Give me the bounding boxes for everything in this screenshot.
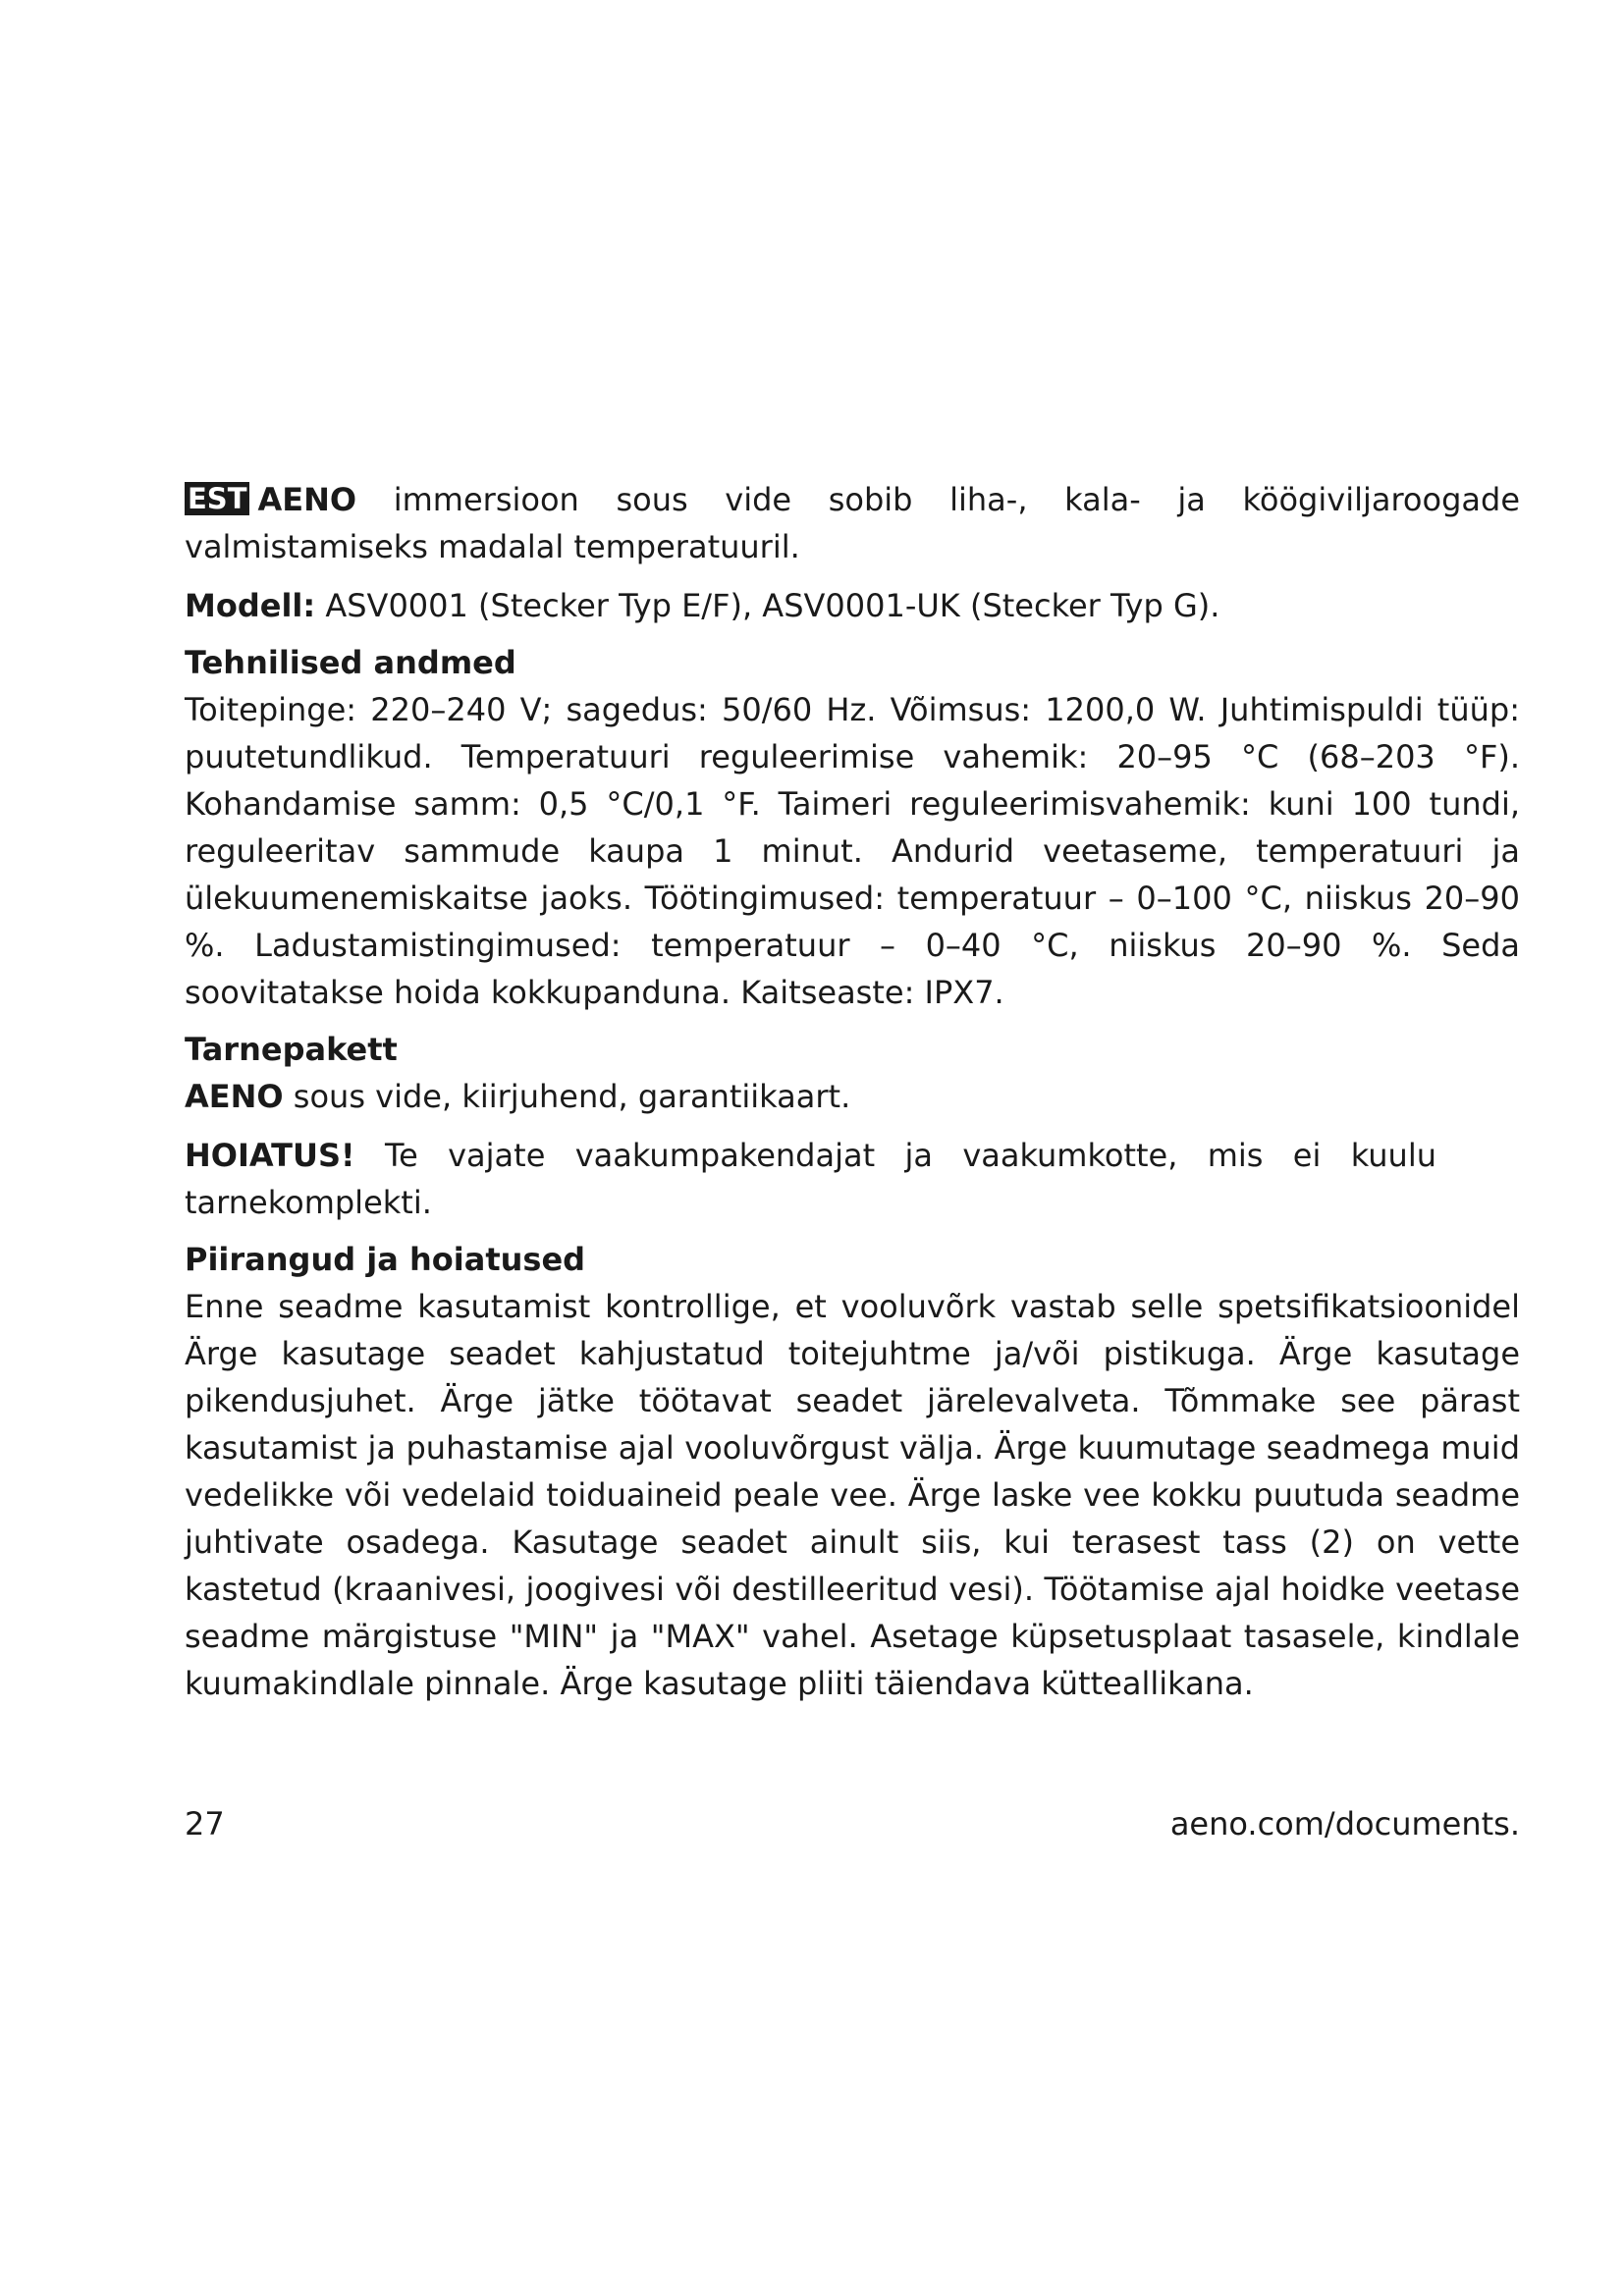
page-number: 27 [185,1805,225,1842]
restrictions-text: Enne seadme kasutamist kontrollige, et vooluvõrk vastab selle spetsifikatsioonidel Ärge kasutage seadet kahjustatud toitejuhtme ja/või pistikuga. Ärge kasutage pikendusjuhet. Ärge jätke töötavat seadet järelevalveta. Tõmmake see pärast kasutamist ja puhastamise ajal vooluvõrgust välja. Ärge kuumutage seadmega muid vedelikke või vedelaid toiduaineid peale vee. Ärge laske vee kokku puutuda seadme juhtivate osadega. Kasutage seadet ainult siis, kui terasest tass (2) on vette kastetud (kraanivesi, joogivesi või destilleeritud vesi). Töötamise ajal hoidke veetase seadme märgistuse "MIN" ja "MAX" vahel. Asetage küpsetusplaat tasasele, kindlale kuumakindlale pinnale. Ärge kasutage pliiti täiendava kütteallikana. [185,1288,1520,1702]
language-badge: EST [185,482,249,515]
document-body [185,476,1520,1707]
brand-name: AENO [257,481,357,518]
page-footer [185,1804,1520,1843]
specs-heading: Tehnilised andmed [185,644,516,681]
warning-paragraph [185,1132,1436,1226]
package-brand: AENO [185,1078,284,1115]
warning-text: Te vajate vaakumpakendajat ja vaakumkotte, mis ei kuulu tarnekomplekti. [185,1137,1437,1221]
model-label: Modell: [185,587,316,624]
specs-text: Toitepinge: 220–240 V; sagedus: 50/60 Hz. Võimsus: 1200,0 W. Juhtimispuldi tüüp: puutetundlikud. Temperatuuri reguleerimise vahemik: 20–95 °C (68–203 °F). Kohandamise samm: 0,5 °C/0,1 °F. Taimeri reguleerimisvahemik: kuni 100 tundi, reguleeritav sammude kaupa 1 minut. Andurid veetaseme, temperatuuri ja ülekuumenemiskaitse jaoks. Töötingimused: temperatuur – 0–100 °C, niiskus 20–90 %. Ladustamistingimused: temperatuur – 0–40 °C, niiskus 20–90 %. Seda soovitatakse hoida kokkupanduna. Kaitseaste: IPX7. [185,691,1520,1011]
package-line [185,1073,1520,1120]
model-text: ASV0001 (Stecker Typ E/F), ASV0001-UK (Stecker Typ G). [325,587,1220,624]
package-text: sous vide, kiirjuhend, garantiikaart. [293,1078,851,1115]
model-line [185,582,1520,629]
package-heading: Tarnepakett [185,1031,398,1068]
intro-text: immersioon sous vide sobib liha-, kala- ja köögiviljaroogade valmistamiseks madalal temperatuuril. [185,481,1521,565]
warning-label: HOIATUS! [185,1137,355,1174]
documents-url: aeno.com/documents. [1169,1805,1520,1842]
restrictions-heading: Piirangud ja hoiatused [185,1241,586,1278]
intro-paragraph [185,476,1520,570]
